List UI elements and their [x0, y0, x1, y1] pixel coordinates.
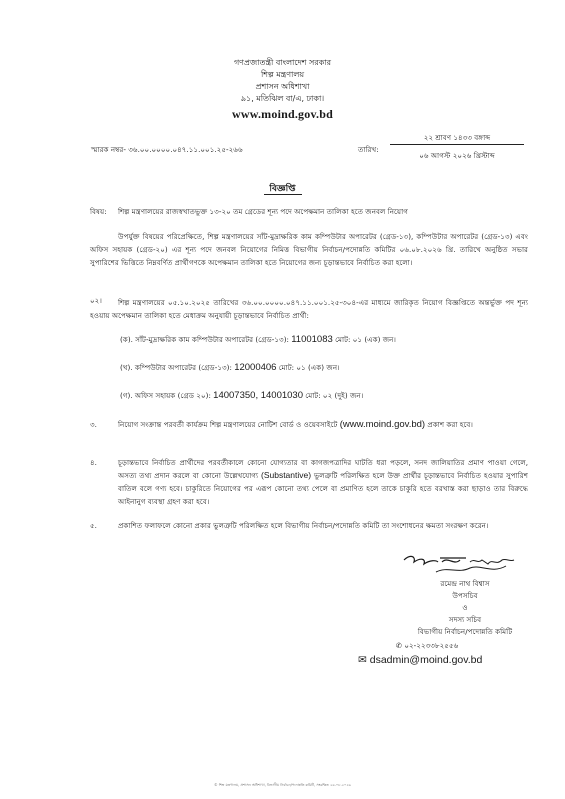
intro-paragraph: উপর্যুক্ত বিষয়ের পরিপ্রেক্ষিতে, শিল্প মন্ত্রণালয়ের সাঁট-মুদ্রাক্ষরিক কাম কম্পিউটার অপারেটর (গ্রেড-১৩), কম্পিউটার অপারেটর (গ্রেড-১৩) এবং অফিস সহায়ক (গ্রেড-২০) এর শূন্য পদে জনবল নিয়োগের নিমিত্ত বিভাগীয় নির্বাচন/পদোন্নতি কমিটির ০৬.০৮.২০২৬ খ্রি. তারিখে অনুষ্ঠিত সভার সুপারিশের ভিত্তিতে নিম্নবর্ণিত প্রার্থীগণকে অপেক্ষমান তালিকা হতে নিয়োগের জন্য চূড়ান্তভাবে নির্বাচিত করা হলো।: [90, 232, 528, 267]
email-address[interactable]: dsadmin@moind.gov.bd: [369, 654, 483, 666]
para3-number: ৩.: [90, 420, 97, 429]
para4-text: [118, 456, 528, 508]
memo-ref-number: ৩৬.০০.০০০০.০৪৭.১১.০০১.২৫-২৬৬: [128, 145, 243, 154]
signatory-and: ও: [462, 603, 468, 612]
signatory-committee: বিভাগীয় নির্বাচন/পদোন্নতি কমিটি: [417, 627, 513, 636]
signature-scribble-icon: [396, 552, 526, 578]
ministry-name: শিল্প মন্ত্রণালয়: [260, 70, 305, 79]
signatory-email: [358, 654, 482, 666]
candidate-roll: 12000406: [234, 362, 277, 373]
para4-english-term: (Substantive): [260, 470, 312, 480]
para4-text-2: ভুলত্রুটি পরিলক্ষিত হলে উক্ত প্রার্থীর চূড়ান্তভাবে নির্বাচিত হওয়ার সুপারিশ বাতিল বলে গণ্য হবে। চাকুরিতে নিয়োগের পর এরূপ কোনো তথ্য পেলে বা প্রমাণিত হলে তাকে চাকুরি হতে বরখাস্ত করা ছাড়াও তার বিরুদ্ধে আইনানুগ ব্যবস্থা গ্রহণ করা হবে।: [118, 471, 528, 506]
candidate-item-ga: [120, 390, 363, 401]
para3-text-before: নিয়োগ সংক্রান্ত পরবর্তী কার্যক্রম শিল্প মন্ত্রণালয়ের নোটিশ বোর্ড ও ওয়েবসাইটে: [118, 420, 338, 429]
ministry-website: www.moind.gov.bd: [232, 107, 333, 121]
date-english: ০৬ আগস্ট ২০২৬ খ্রিস্টাব্দ: [419, 151, 495, 160]
candidate-roll: 11001083: [291, 334, 333, 345]
candidate-item-kha: [120, 362, 340, 373]
footer-note: © শিল্প মন্ত্রণালয়, প্রশাসন অধিশাখা, বিভাগীয় নির্বাচন/পদোন্নতি কমিটি, সংরক্ষিত ২৬.০৮.২০২৬: [214, 783, 351, 787]
phone-icon: ✆: [396, 641, 403, 650]
para3-text: [118, 418, 528, 431]
candidate-post: (খ). কম্পিউটার অপারেটর (গ্রেড-১৩):: [120, 363, 232, 372]
candidate-count: মোট: ০২ (দুই) জন।: [305, 391, 364, 400]
memo-reference: [91, 144, 243, 155]
candidate-count: মোট: ০১ (এক) জন।: [278, 363, 340, 372]
para5-text: প্রকাশিত ফলাফলে কোনো প্রকার ভুলত্রুটি পরিলক্ষিত হলে বিভাগীয় নির্বাচন/পদোন্নতি কমিটি তা সংশোধনের ক্ষমতা সংরক্ষণ করেন।: [118, 521, 489, 530]
government-name: গণপ্রজাতন্ত্রী বাংলাদেশ সরকার: [233, 58, 332, 67]
phone-number: ০২-২২৩৩৮২৫৫৬: [404, 641, 459, 650]
website-link[interactable]: (www.moind.gov.bd): [339, 419, 426, 430]
title-underline: [264, 194, 302, 195]
signatory-role: সদস্য সচিব: [448, 615, 482, 624]
date-bangla: ২২ শ্রাবণ ১৪৩৩ বঙ্গাব্দ: [423, 133, 491, 142]
para5-number: ৫.: [90, 521, 97, 530]
subject-label: বিষয়:: [90, 207, 107, 216]
candidate-count: মোট: ০১ (এক) জন।: [335, 335, 396, 344]
notice-title: বিজ্ঞপ্তি: [269, 184, 296, 194]
subject-text: শিল্প মন্ত্রণালয়ের রাজস্বখাতভুক্ত ১৩-২০ তম গ্রেডের শূন্য পদে অপেক্ষমান তালিকা হতে জনবল নিয়োগ: [118, 207, 408, 216]
email-icon: ✉: [358, 654, 367, 666]
candidate-roll: 14007350, 14001030: [213, 390, 303, 401]
candidate-post: (ক). সাঁট-মুদ্রাক্ষরিক কাম কম্পিউটার অপারেটর (গ্রেড-১৩):: [120, 335, 289, 344]
wing-name: প্রশাসন অধিশাখা: [255, 82, 310, 91]
para2-text: শিল্প মন্ত্রণালয়ের ০৫.১০.২০২৫ তারিখের ৩৬.০০.০০০০.০৪৭.১১.০০১.২৫-৩০৪-এর মাধ্যমে জারিকৃত নিয়োগ বিজ্ঞপ্তিতে অন্তর্ভুক্ত পদ শূন্য হওয়ায় অপেক্ষমান তালিকা হতে মেধাক্রম অনুযায়ী চূড়ান্তভাবে নির্বাচিত প্রার্থী:: [90, 298, 528, 320]
signatory-designation: উপসচিব: [452, 591, 478, 600]
office-address: ৯১, মতিঝিল বা/এ, ঢাকা।: [240, 94, 325, 103]
para3-text-after: প্রকাশ করা হবে।: [427, 420, 473, 429]
para4-number: ৪.: [90, 458, 97, 467]
signatory-phone: [396, 640, 458, 651]
date-label: তারিখ:: [358, 145, 379, 154]
handwritten-signature: [396, 552, 526, 578]
date-divider: [390, 144, 524, 145]
para4-text-1: চূড়ান্তভাবে নির্বাচিত প্রার্থীদের পরবর্তীকালে কোনো যোগ্যতার বা কাগজপত্রাদির ঘাটতি ধরা পড়লে, সনদ জালিয়াতির প্রমাণ পাওয়া গেলে, অসত্য তথ্য প্রদান করলে বা কোনো উল্লেখযোগ্য: [118, 458, 528, 480]
para2-number: ০২।: [90, 296, 102, 305]
candidate-post: (গ). অফিস সহায়ক (গ্রেড ২০):: [120, 391, 211, 400]
memo-ref-label: স্মারক নম্বর-: [91, 145, 126, 154]
candidate-item-ka: [120, 334, 396, 345]
signatory-name: রমেন্দ্র নাথ বিশ্বাস: [440, 579, 490, 588]
